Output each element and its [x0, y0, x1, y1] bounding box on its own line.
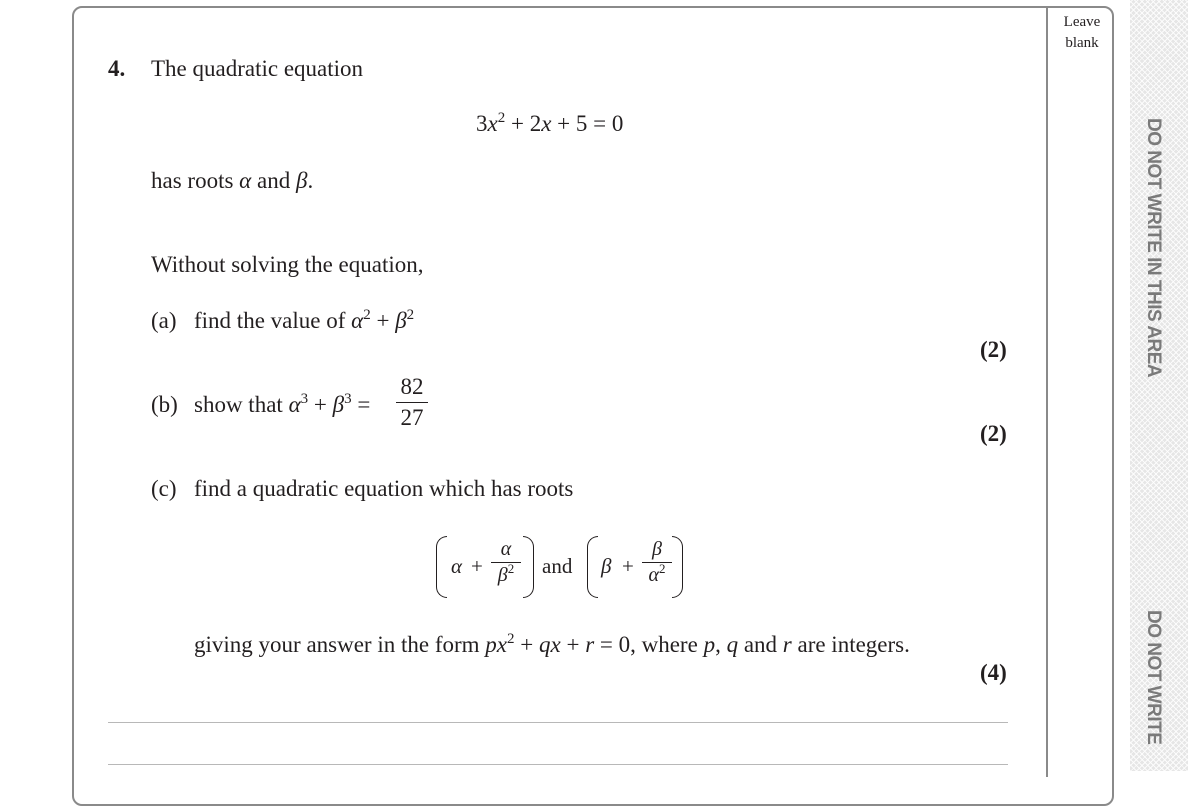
- root2-plus: +: [622, 554, 634, 578]
- root1-plus: +: [471, 554, 483, 578]
- root2-fraction: [642, 538, 672, 587]
- right-paren-1: [523, 536, 534, 598]
- leave-blank-divider: [1046, 7, 1048, 777]
- root1-num: α: [491, 538, 521, 563]
- part-b-marks: (2): [980, 421, 1007, 446]
- left-paren-2: [587, 536, 598, 598]
- fraction-numerator: 82: [396, 374, 428, 403]
- answer-line[interactable]: [108, 722, 1008, 723]
- part-b-fraction: [396, 374, 428, 431]
- root2-num: β: [642, 538, 672, 563]
- fraction-denominator: 27: [400, 405, 424, 430]
- part-c-marks: (4): [980, 660, 1007, 685]
- instruction-text: Without solving the equation,: [151, 252, 424, 277]
- do-not-write-notice-2: DO NOT WRITE: [1143, 610, 1164, 745]
- part-a: (a) find the value of $\alpha^2 + \beta^2$: [151, 307, 415, 333]
- root2-den: $\alpha^2$: [648, 561, 666, 586]
- right-paren-2: [672, 536, 683, 598]
- answer-line[interactable]: [108, 764, 1008, 765]
- leave-blank-label: Leave blank: [1063, 14, 1101, 51]
- question-intro: The quadratic equation: [151, 56, 364, 81]
- left-paren-1: [436, 536, 447, 598]
- answer-form-instruction: giving your answer in the form $px^2$ + qx + r = 0, where p, q and r are integers.: [194, 631, 910, 657]
- question-number: 4.: [108, 56, 126, 81]
- part-c: (c) find a quadratic equation which has roots: [151, 476, 574, 501]
- part-a-marks: (2): [980, 337, 1007, 362]
- root1-fraction: [491, 538, 521, 587]
- part-b: (b) show that $\alpha^3 + \beta^3$ =: [151, 391, 371, 417]
- quadratic-equation: $3x^2 + 2x + 5 = 0$: [476, 110, 624, 136]
- roots-statement: has roots α and β.: [151, 168, 314, 193]
- roots-and: and: [542, 554, 573, 578]
- root1-var: α: [451, 554, 463, 578]
- root2-var: β: [601, 554, 612, 578]
- root1-den: $\beta^2$: [497, 561, 515, 586]
- do-not-write-notice: DO NOT WRITE IN THIS AREA: [1143, 118, 1164, 378]
